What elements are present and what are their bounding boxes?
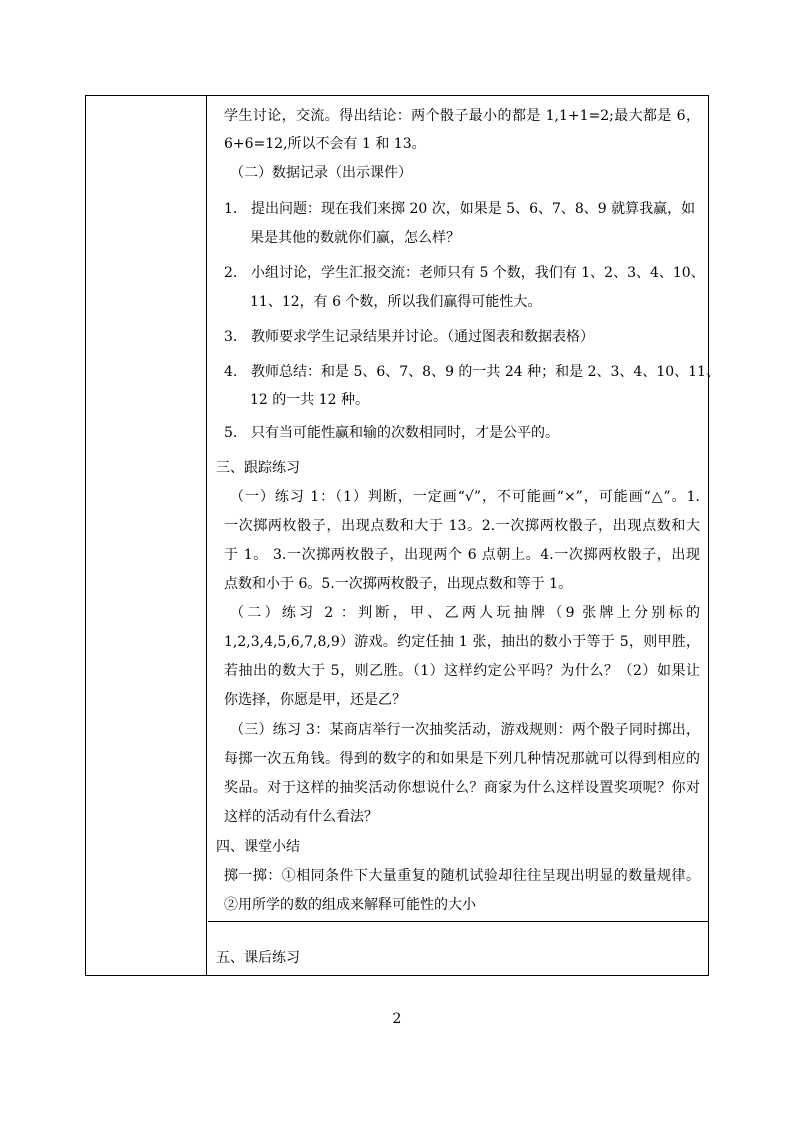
exercise-1-line-2: 一次掷两枚骰子，出现点数和大于 13。2.一次掷两枚骰子，出现点数和大 (224, 518, 700, 534)
exercise-2-line-1: （二）练习 2 ：判断，甲、乙两人玩抽牌（9 张牌上分别标的 (230, 605, 700, 621)
homework-heading: 五、课后练习 (216, 950, 300, 966)
list-item-number: 2. (224, 265, 238, 281)
list-item-continuation: 果是其他的数就你们赢，怎么样？ (250, 230, 460, 246)
list-item-text: 只有当可能性赢和输的次数相同时，才是公平的。 (251, 425, 559, 441)
list-item (208, 423, 708, 443)
exercise-2-line-4: 你选择，你愿是甲，还是乙？ (224, 692, 406, 708)
list-item (208, 362, 720, 382)
list-item (208, 199, 708, 219)
summary-line-2: ②用所学的数的组成来解释可能性的大小 (224, 897, 476, 913)
intro-line-1: 学生讨论，交流。得出结论：两个骰子最小的都是 1,1+1=2;最大都是 6， (224, 108, 700, 124)
practice-heading: 三、跟踪练习 (216, 460, 300, 476)
list-item-number: 4. (224, 364, 238, 380)
summary-line-1: 掷一掷：①相同条件下大量重复的随机试验却往往呈现出明显的数量规律。 (224, 868, 700, 884)
list-item-number: 3. (224, 329, 238, 345)
lesson-table (85, 95, 720, 976)
row-divider (208, 921, 708, 922)
exercise-2-line-3: 若抽出的数大于 5，则乙胜。（1）这样约定公平吗？为什么？（2）如果让 (224, 663, 700, 679)
list-item-text: 教师总结：和是 5、6、7、8、9 的一共 24 种；和是 2、3、4、10、11、 (251, 364, 720, 380)
exercise-2-line-2: 1,2,3,4,5,6,7,8,9）游戏。约定任抽 1 张，抽出的数小于等于 5，则甲胜， (224, 634, 700, 650)
list-item-text: 教师要求学生记录结果并讨论。（通过图表和数据表格） (251, 329, 594, 345)
list-item-number: 1. (224, 201, 238, 217)
exercise-3-line-1: （三）练习 3：某商店举行一次抽奖活动，游戏规则：两个骰子同时掷出， (230, 722, 700, 738)
table-left-column (86, 96, 207, 975)
list-item-text: 提出问题：现在我们来掷 20 次，如果是 5、6、7、8、9 就算我赢，如 (251, 201, 696, 217)
summary-heading: 四、课堂小结 (216, 839, 300, 855)
table-content-column (208, 96, 720, 975)
list-item-text: 小组讨论，学生汇报交流：老师只有 5 个数，我们有 1、2、3、4、10、 (251, 265, 705, 281)
exercise-3-line-4: 这样的活动有什么看法？ (224, 809, 378, 825)
list-item-number: 5. (224, 425, 238, 441)
exercise-3-line-3: 奖品。对于这样的抽奖活动你想说什么？商家为什么这样设置奖项呢？你对 (224, 780, 700, 796)
exercise-1-line-4: 点数和小于 6。5.一次掷两枚骰子，出现点数和等于 1。 (224, 576, 573, 592)
intro-line-2: 6+6=12,所以不会有 1 和 13。 (224, 136, 426, 152)
exercise-1-line-3: 于 1。 3.一次掷两枚骰子，出现两个 6 点朝上。4.一次掷两枚骰子，出现 (224, 547, 700, 563)
list-item-continuation: 11、12，有 6 个数，所以我们赢得可能性大。 (250, 294, 542, 310)
list-item-continuation: 12 的一共 12 种。 (250, 392, 369, 408)
list-item (208, 327, 708, 347)
page-number: 2 (392, 1011, 402, 1027)
exercise-1-line-1: （一）练习 1：（1）判断，一定画“√”，不可能画“×”，可能画“△”。1. (230, 489, 700, 505)
list-item (208, 263, 708, 283)
data-record-heading: （二）数据记录（出示课件） (230, 165, 412, 181)
exercise-3-line-2: 每掷一次五角钱。得到的数字的和如果是下列几种情况那就可以得到相应的 (224, 751, 700, 767)
